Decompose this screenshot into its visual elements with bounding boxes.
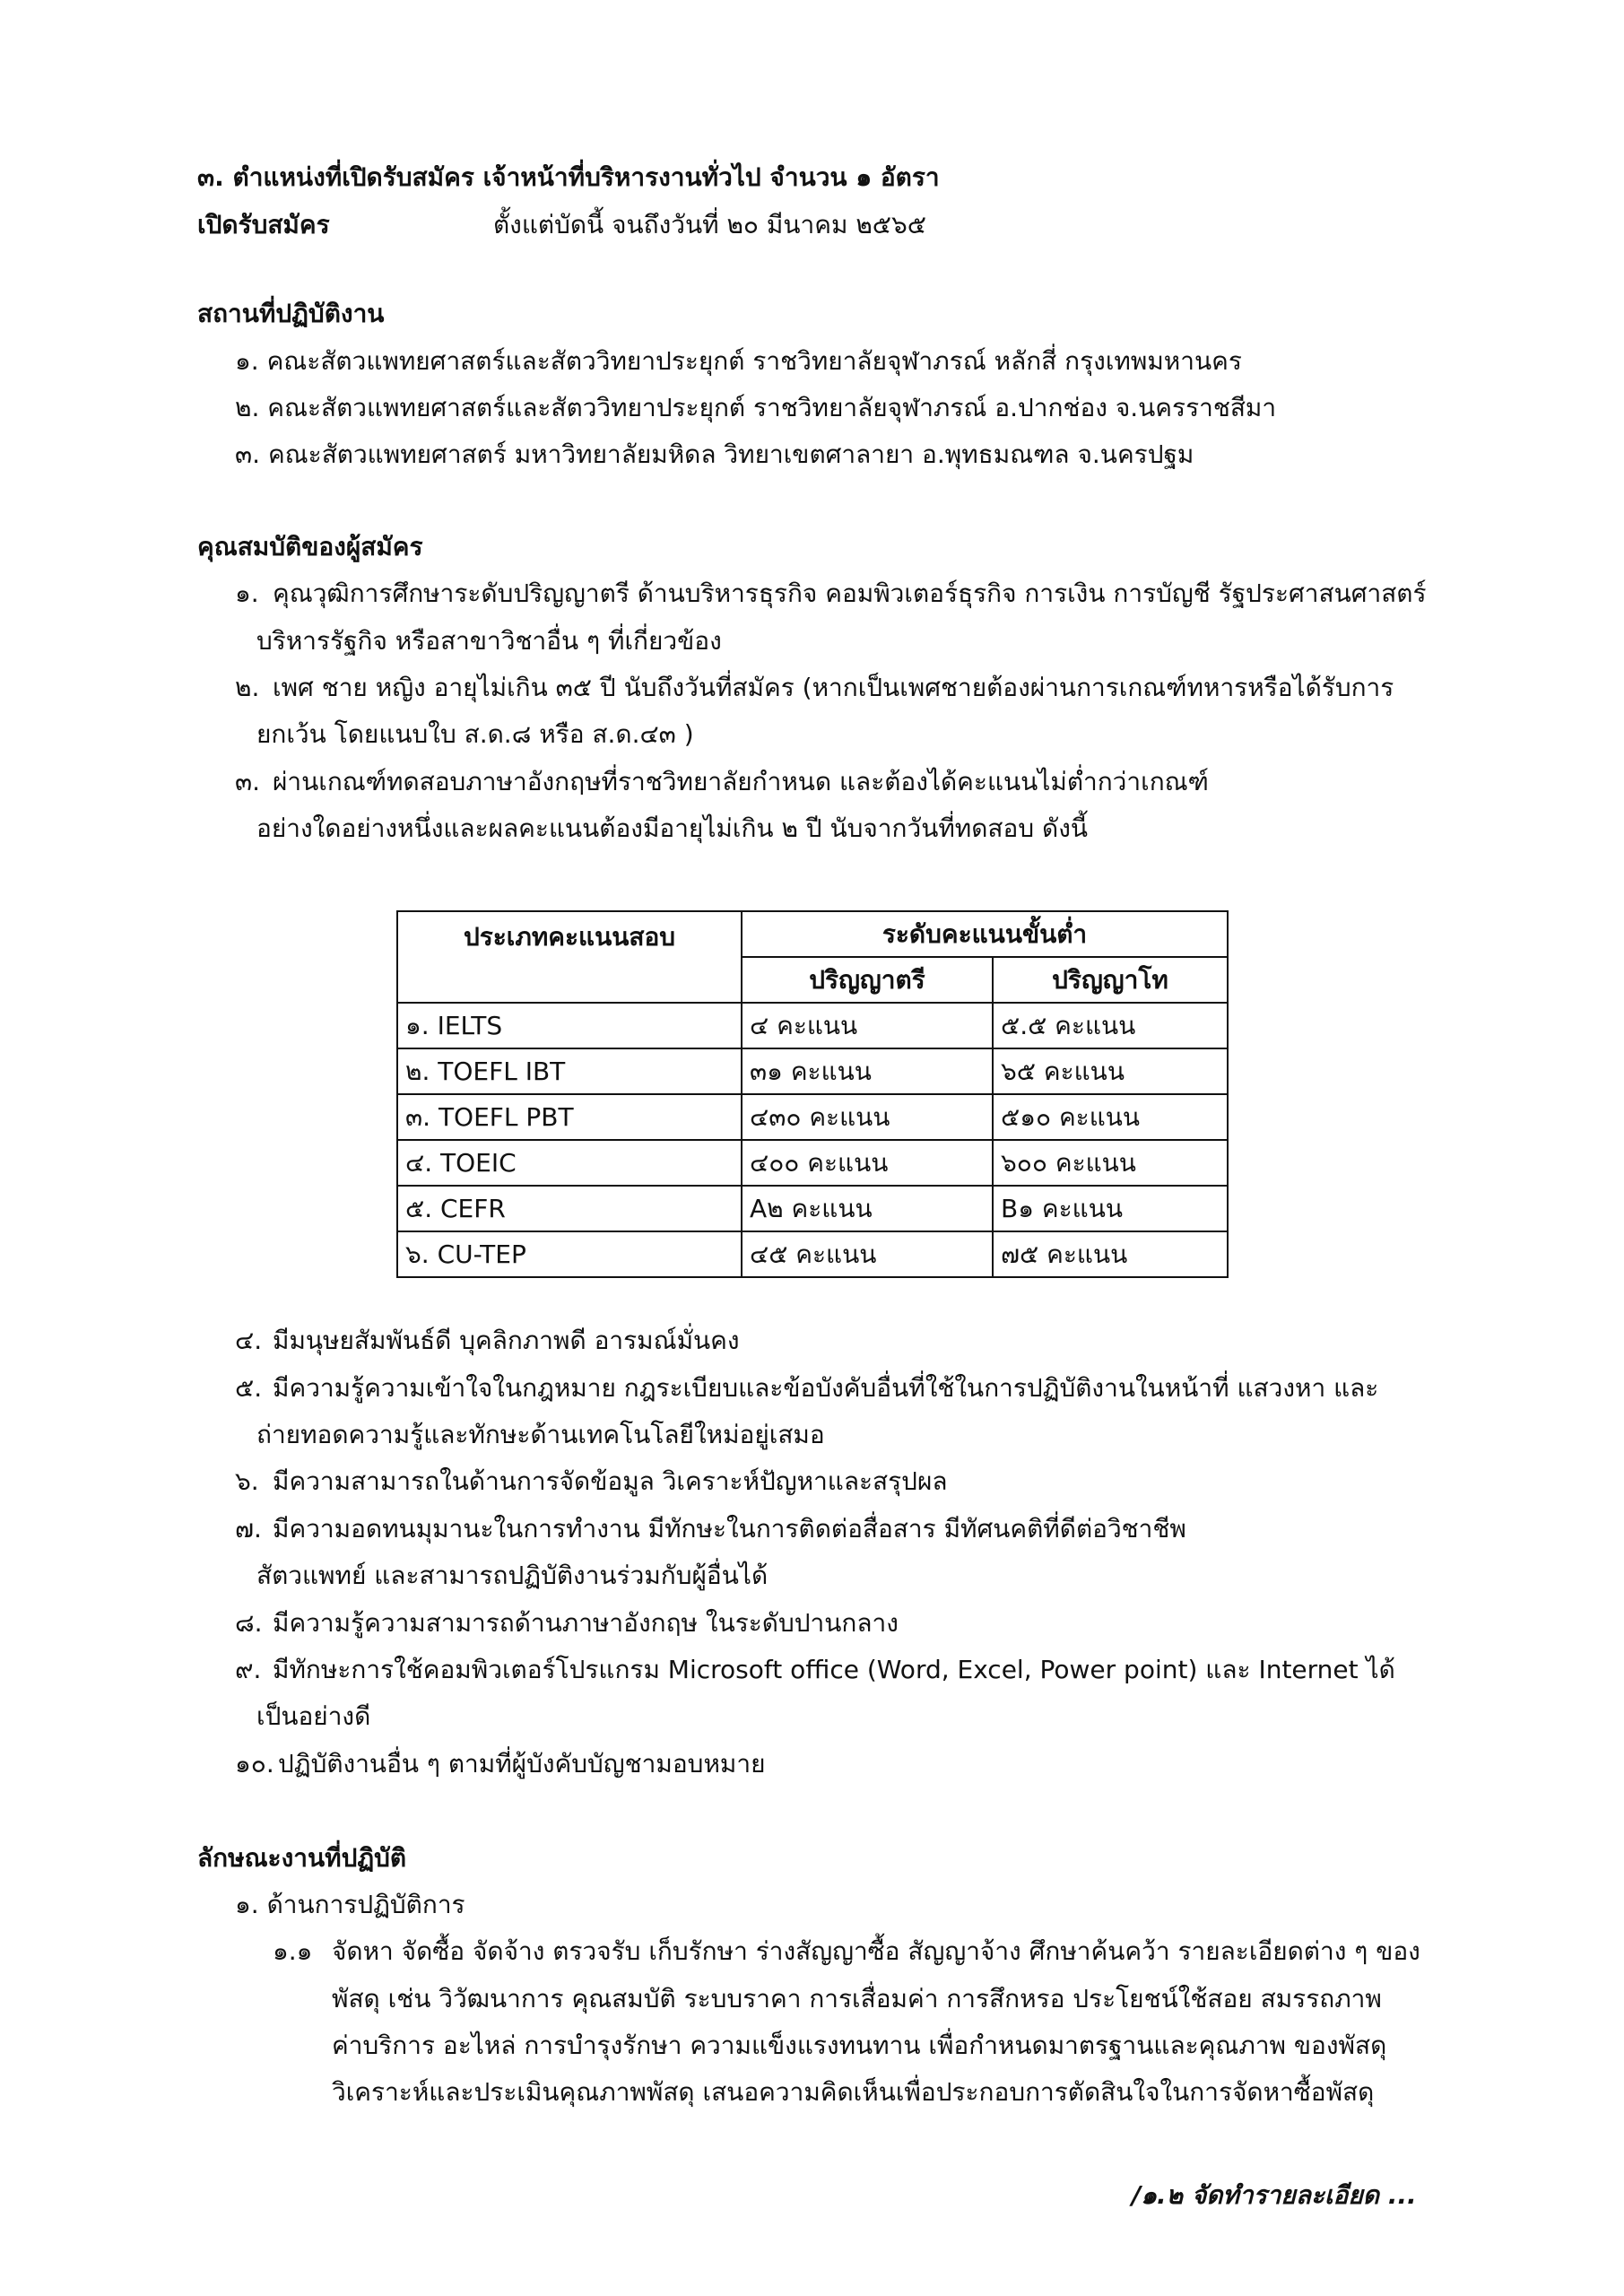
qual-9-line-1: มีทักษะการใช้คอมพิวเตอร์โปรแกรม Microsoft office (Word, Excel, Power point) และ Internet ได้ bbox=[273, 1655, 1395, 1684]
duty-1-1-number: ๑.๑ bbox=[273, 1936, 313, 1966]
table-header-type: ประเภทคะแนนสอบ bbox=[397, 911, 742, 1003]
table-cell-master: ๖๕ คะแนน bbox=[993, 1048, 1228, 1094]
qual-8-line-1: มีความรู้ความสามารถด้านภาษาอังกฤษ ในระดับปานกลาง bbox=[273, 1608, 899, 1638]
duty-1-1-line-3: ค่าบริการ อะไหล่ การบำรุงรักษา ความแข็งแรงทนทาน เพื่อกำหนดมาตรฐานและคุณภาพ ของพัสดุ bbox=[332, 2031, 1387, 2060]
table-row bbox=[397, 1186, 1228, 1231]
qual-9-line-2: เป็นอย่างดี bbox=[256, 1701, 371, 1731]
qual-3-number: ๓. bbox=[235, 767, 261, 796]
table-cell-bachelor: ๔๓๐ คะแนน bbox=[742, 1094, 993, 1140]
qual-3-line-2: อย่างใดอย่างหนึ่งและผลคะแนนต้องมีอายุไม่เกิน ๒ ปี นับจากวันที่ทดสอบ ดังนี้ bbox=[256, 813, 1089, 843]
position-line: ๓. ตำแหน่งที่เปิดรับสมัคร เจ้าหน้าที่บริหารงานทั่วไป จำนวน ๑ อัตรา bbox=[197, 162, 940, 192]
qual-7-line-2: สัตวแพทย์ และสามารถปฏิบัติงานร่วมกับผู้อื่นได้ bbox=[256, 1561, 769, 1590]
qual-5-line-2: ถ่ายทอดความรู้และทักษะด้านเทคโนโลยีใหม่อยู่เสมอ bbox=[256, 1420, 825, 1449]
qual-9-number: ๙. bbox=[235, 1655, 262, 1684]
open-label: เปิดรับสมัคร bbox=[197, 210, 330, 239]
qual-1-line-2: บริหารรัฐกิจ หรือสาขาวิชาอื่น ๆ ที่เกี่ยวข้อง bbox=[256, 626, 722, 656]
table-cell-master: ๗๕ คะแนน bbox=[993, 1231, 1228, 1277]
qual-10-line-1: ปฏิบัติงานอื่น ๆ ตามที่ผู้บังคับบัญชามอบหมาย bbox=[278, 1749, 766, 1779]
table-row bbox=[397, 1231, 1228, 1277]
workplace-heading: สถานที่ปฏิบัติงาน bbox=[197, 299, 385, 328]
table-cell-type: ๑. IELTS bbox=[397, 1003, 742, 1048]
qual-7-line-1: มีความอดทนมุมานะในการทำงาน มีทักษะในการติดต่อสื่อสาร มีทัศนคติที่ดีต่อวิชาชีพ bbox=[273, 1514, 1186, 1544]
table-row bbox=[397, 1003, 1228, 1048]
workplace-item-1: ๑. คณะสัตวแพทยศาสตร์และสัตววิทยาประยุกต์ ราชวิทยาลัยจุฬาภรณ์ หลักสี่ กรุงเทพมหานคร bbox=[235, 346, 1242, 376]
qualifications-heading: คุณสมบัติของผู้สมัคร bbox=[197, 532, 423, 561]
table-cell-master: ๕.๕ คะแนน bbox=[993, 1003, 1228, 1048]
table-row bbox=[397, 1048, 1228, 1094]
table-cell-bachelor: A๒ คะแนน bbox=[742, 1186, 993, 1231]
qual-8-number: ๘. bbox=[235, 1608, 263, 1638]
table-header-level: ระดับคะแนนขั้นต่ำ bbox=[742, 911, 1228, 957]
qual-3-line-1: ผ่านเกณฑ์ทดสอบภาษาอังกฤษที่ราชวิทยาลัยกำหนด และต้องได้คะแนนไม่ต่ำกว่าเกณฑ์ bbox=[273, 767, 1209, 796]
table-header-bachelor: ปริญญาตรี bbox=[742, 957, 993, 1003]
table-cell-bachelor: ๔๐๐ คะแนน bbox=[742, 1140, 993, 1186]
english-score-table bbox=[396, 910, 1229, 1278]
qual-2-number: ๒. bbox=[235, 673, 260, 702]
table-header-master: ปริญญาโท bbox=[993, 957, 1228, 1003]
qual-1-line-1: คุณวุฒิการศึกษาระดับปริญญาตรี ด้านบริหารธุรกิจ คอมพิวเตอร์ธุรกิจ การเงิน การบัญชี รัฐประศาสนศาสตร์ bbox=[273, 578, 1427, 608]
table-row bbox=[397, 1094, 1228, 1140]
duty-1-1-line-4: วิเคราะห์และประเมินคุณภาพพัสดุ เสนอความคิดเห็นเพื่อประกอบการตัดสินใจในการจัดหาซื้อพัสดุ bbox=[332, 2077, 1375, 2107]
table-cell-master: B๑ คะแนน bbox=[993, 1186, 1228, 1231]
table-cell-master: ๖๐๐ คะแนน bbox=[993, 1140, 1228, 1186]
qual-7-number: ๗. bbox=[235, 1514, 262, 1544]
qual-10-number: ๑๐. bbox=[235, 1749, 274, 1779]
table-cell-type: ๒. TOEFL IBT bbox=[397, 1048, 742, 1094]
table-cell-bachelor: ๓๑ คะแนน bbox=[742, 1048, 993, 1094]
duty-1-1-line-2: พัสดุ เช่น วิวัฒนาการ คุณสมบัติ ระบบราคา การเสื่อมค่า การสึกหรอ ประโยชน์ใช้สอย สมรรถภาพ bbox=[332, 1984, 1382, 2013]
table-header-row bbox=[397, 911, 1228, 957]
page-continuation-footer: /๑.๒ จัดทำรายละเอียด ... bbox=[1132, 2180, 1417, 2210]
qual-4-line-1: มีมนุษยสัมพันธ์ดี บุคลิกภาพดี อารมณ์มั่นคง bbox=[273, 1326, 740, 1355]
qual-4-number: ๔. bbox=[235, 1326, 263, 1355]
qual-5-line-1: มีความรู้ความเข้าใจในกฎหมาย กฎระเบียบและข้อบังคับอื่นที่ใช้ในการปฏิบัติงานในหน้าที่ แสวงหา และ bbox=[273, 1373, 1379, 1403]
duties-subheading: ๑. ด้านการปฏิบัติการ bbox=[235, 1890, 465, 1919]
table-cell-bachelor: ๔๕ คะแนน bbox=[742, 1231, 993, 1277]
table-cell-type: ๕. CEFR bbox=[397, 1186, 742, 1231]
table-cell-type: ๓. TOEFL PBT bbox=[397, 1094, 742, 1140]
table-row bbox=[397, 1140, 1228, 1186]
qual-1-number: ๑. bbox=[235, 578, 259, 608]
duty-1-1-line-1: จัดหา จัดซื้อ จัดจ้าง ตรวจรับ เก็บรักษา ร่างสัญญาซื้อ สัญญาจ้าง ศึกษาค้นคว้า รายละเอียดต่าง ๆ ของ bbox=[332, 1936, 1420, 1966]
qual-6-line-1: มีความสามารถในด้านการจัดข้อมูล วิเคราะห์ปัญหาและสรุปผล bbox=[273, 1466, 948, 1496]
qual-6-number: ๖. bbox=[235, 1466, 259, 1496]
qual-5-number: ๕. bbox=[235, 1373, 263, 1403]
table-cell-type: ๖. CU-TEP bbox=[397, 1231, 742, 1277]
open-value: ตั้งแต่บัดนี้ จนถึงวันที่ ๒๐ มีนาคม ๒๕๖๕ bbox=[493, 210, 926, 239]
workplace-item-2: ๒. คณะสัตวแพทยศาสตร์และสัตววิทยาประยุกต์ ราชวิทยาลัยจุฬาภรณ์ อ.ปากช่อง จ.นครราชสีมา bbox=[235, 393, 1277, 422]
qual-2-line-2: ยกเว้น โดยแนบใบ ส.ด.๘ หรือ ส.ด.๔๓ ) bbox=[256, 719, 694, 749]
workplace-item-3: ๓. คณะสัตวแพทยศาสตร์ มหาวิทยาลัยมหิดล วิทยาเขตศาลายา อ.พุทธมณฑล จ.นครปฐม bbox=[235, 439, 1194, 469]
qual-2-line-1: เพศ ชาย หญิง อายุไม่เกิน ๓๕ ปี นับถึงวันที่สมัคร (หากเป็นเพศชายต้องผ่านการเกณฑ์ทหารหรือได้รับการ bbox=[273, 673, 1394, 702]
duties-heading: ลักษณะงานที่ปฏิบัติ bbox=[197, 1843, 407, 1873]
table-cell-type: ๔. TOEIC bbox=[397, 1140, 742, 1186]
table-cell-bachelor: ๔ คะแนน bbox=[742, 1003, 993, 1048]
table-cell-master: ๕๑๐ คะแนน bbox=[993, 1094, 1228, 1140]
